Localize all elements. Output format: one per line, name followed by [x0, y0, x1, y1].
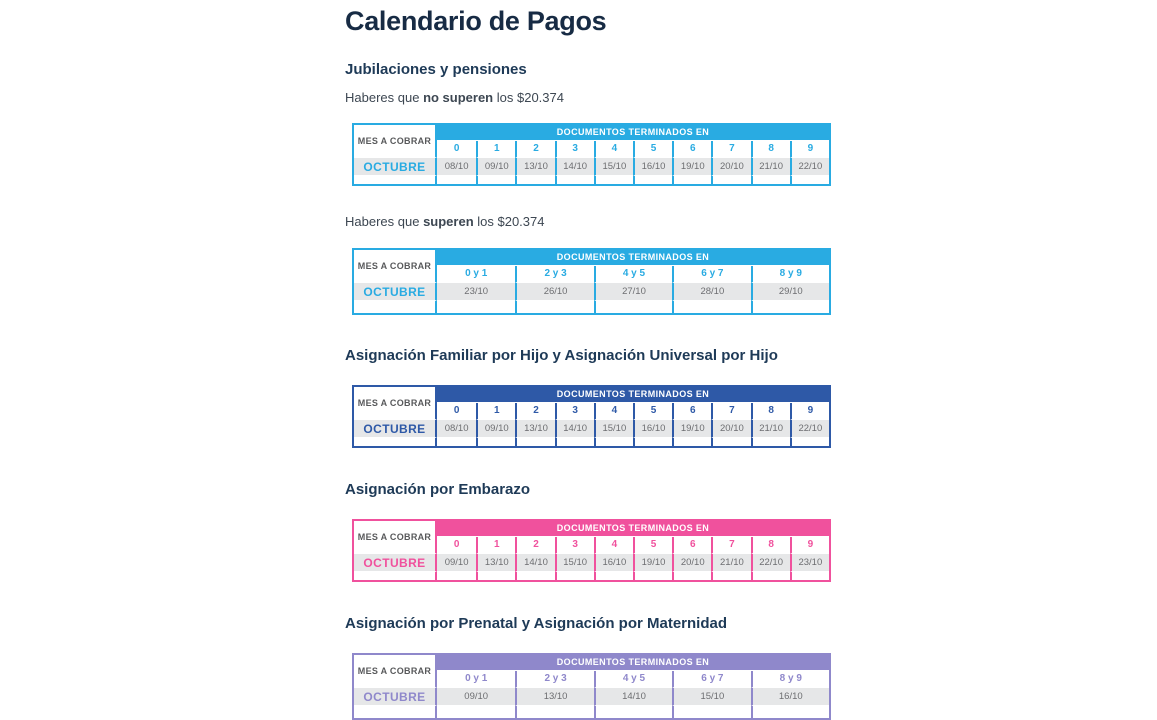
empty-cell [633, 176, 672, 184]
digit-header: 8 y 9 [751, 671, 829, 687]
date-cell: 23/10 [790, 553, 829, 572]
digit-header: 8 y 9 [751, 266, 829, 282]
empty-cell [751, 572, 790, 580]
digit-header: 6 y 7 [672, 671, 750, 687]
digit-header: 4 y 5 [594, 266, 672, 282]
date-cell: 29/10 [751, 282, 829, 301]
month-cell: OCTUBRE [354, 687, 437, 706]
date-cell: 16/10 [751, 687, 829, 706]
digit-header: 6 [672, 141, 711, 157]
date-cell: 13/10 [515, 157, 554, 176]
page-title: Calendario de Pagos [345, 6, 607, 36]
mes-a-cobrar-label: MES A COBRAR [354, 521, 437, 553]
empty-cell [633, 572, 672, 580]
heading-asignacion-embarazo: Asignación por Embarazo [345, 481, 531, 498]
empty-cell [515, 301, 593, 313]
date-cell: 20/10 [672, 553, 711, 572]
date-cell: 09/10 [476, 157, 515, 176]
date-cell: 27/10 [594, 282, 672, 301]
digit-header: 7 [711, 403, 750, 419]
digit-header: 0 y 1 [437, 671, 515, 687]
date-cell: 16/10 [633, 419, 672, 438]
empty-cell [672, 572, 711, 580]
empty-cell [633, 438, 672, 446]
digit-header: 6 [672, 537, 711, 553]
empty-cell [711, 176, 750, 184]
empty-cell [354, 706, 437, 718]
empty-cell [515, 438, 554, 446]
digit-header: 3 [555, 141, 594, 157]
digit-header: 5 [633, 403, 672, 419]
date-cell: 14/10 [555, 157, 594, 176]
digit-header: 0 y 1 [437, 266, 515, 282]
month-row [354, 157, 829, 176]
date-cell: 23/10 [437, 282, 515, 301]
empty-cell [555, 438, 594, 446]
table-header-row [354, 250, 829, 266]
sublabel-prefix: Haberes que [345, 214, 424, 229]
empty-cell [476, 176, 515, 184]
documentos-terminados-label: DOCUMENTOS TERMINADOS EN [437, 655, 829, 671]
date-cell: 22/10 [790, 157, 829, 176]
date-cell: 08/10 [437, 419, 476, 438]
date-cell: 09/10 [437, 687, 515, 706]
empty-cell [555, 572, 594, 580]
date-cell: 22/10 [790, 419, 829, 438]
date-cell: 20/10 [711, 419, 750, 438]
digit-header: 8 [751, 403, 790, 419]
empty-cell [751, 176, 790, 184]
table-header-row [354, 521, 829, 537]
empty-cell [790, 438, 829, 446]
empty-cell [790, 572, 829, 580]
sublabel-suffix: los $20.374 [493, 90, 564, 105]
date-cell: 21/10 [711, 553, 750, 572]
digit-header: 2 y 3 [515, 671, 593, 687]
date-cell: 13/10 [515, 419, 554, 438]
documentos-terminados-label: DOCUMENTOS TERMINADOS EN [437, 387, 829, 403]
empty-cell [594, 706, 672, 718]
empty-cell [672, 706, 750, 718]
empty-row [354, 176, 829, 184]
month-row [354, 553, 829, 572]
documentos-terminados-label: DOCUMENTOS TERMINADOS EN [437, 521, 829, 537]
table-asignacion-familiar [352, 385, 831, 448]
month-cell: OCTUBRE [354, 157, 437, 176]
empty-cell [437, 706, 515, 718]
empty-cell [354, 572, 437, 580]
digit-header: 6 [672, 403, 711, 419]
date-cell: 13/10 [476, 553, 515, 572]
empty-cell [672, 301, 750, 313]
empty-cell [437, 438, 476, 446]
empty-cell [354, 438, 437, 446]
table-asignacion-prenatal [352, 653, 831, 720]
empty-cell [437, 572, 476, 580]
date-cell: 09/10 [476, 419, 515, 438]
empty-cell [594, 572, 633, 580]
digit-header: 0 [437, 141, 476, 157]
empty-row [354, 301, 829, 313]
sublabel-bold: no superen [423, 90, 494, 105]
empty-row [354, 572, 829, 580]
month-cell: OCTUBRE [354, 553, 437, 572]
digit-header: 1 [476, 537, 515, 553]
digit-header: 6 y 7 [672, 266, 750, 282]
table-asignacion-embarazo [352, 519, 831, 582]
mes-a-cobrar-label: MES A COBRAR [354, 250, 437, 282]
date-cell: 09/10 [437, 553, 476, 572]
digit-header: 2 y 3 [515, 266, 593, 282]
empty-cell [594, 176, 633, 184]
month-row [354, 282, 829, 301]
sublabel-suffix: los $20.374 [473, 214, 545, 229]
empty-cell [594, 301, 672, 313]
date-cell: 16/10 [594, 553, 633, 572]
digit-header: 8 [751, 537, 790, 553]
empty-cell [437, 301, 515, 313]
date-cell: 21/10 [751, 157, 790, 176]
date-cell: 20/10 [711, 157, 750, 176]
empty-cell [354, 176, 437, 184]
digit-header: 9 [790, 537, 829, 553]
date-cell: 19/10 [672, 419, 711, 438]
sublabel-superen [345, 214, 845, 229]
empty-cell [672, 176, 711, 184]
date-cell: 15/10 [594, 157, 633, 176]
digit-header: 4 [594, 537, 633, 553]
digit-header: 3 [555, 403, 594, 419]
date-cell: 15/10 [672, 687, 750, 706]
digit-header: 2 [515, 403, 554, 419]
heading-jubilaciones: Jubilaciones y pensiones [345, 61, 527, 78]
table-header-row [354, 387, 829, 403]
month-row [354, 419, 829, 438]
empty-cell [594, 438, 633, 446]
digit-header: 0 [437, 403, 476, 419]
empty-cell [555, 176, 594, 184]
mes-a-cobrar-label: MES A COBRAR [354, 655, 437, 687]
digit-header: 5 [633, 141, 672, 157]
digit-header: 7 [711, 141, 750, 157]
digit-header: 4 [594, 403, 633, 419]
sublabel-no-superen [345, 90, 845, 105]
date-cell: 26/10 [515, 282, 593, 301]
date-cell: 19/10 [633, 553, 672, 572]
digit-header: 3 [555, 537, 594, 553]
table-jubilaciones-no-superen [352, 123, 831, 186]
empty-cell [751, 301, 829, 313]
digit-header: 1 [476, 403, 515, 419]
digit-header: 5 [633, 537, 672, 553]
date-cell: 15/10 [594, 419, 633, 438]
table-jubilaciones-superen [352, 248, 831, 315]
digit-header: 2 [515, 537, 554, 553]
digit-header: 2 [515, 141, 554, 157]
sublabel-bold: superen [423, 214, 474, 229]
documentos-terminados-label: DOCUMENTOS TERMINADOS EN [437, 250, 829, 266]
empty-cell [672, 438, 711, 446]
month-cell: OCTUBRE [354, 419, 437, 438]
empty-cell [711, 572, 750, 580]
date-cell: 08/10 [437, 157, 476, 176]
date-cell: 14/10 [594, 687, 672, 706]
empty-cell [476, 438, 515, 446]
content-column [345, 0, 845, 720]
empty-cell [751, 706, 829, 718]
empty-cell [515, 176, 554, 184]
digit-header: 7 [711, 537, 750, 553]
empty-cell [515, 706, 593, 718]
sublabel-prefix: Haberes que [345, 90, 424, 105]
empty-cell [476, 572, 515, 580]
date-cell: 28/10 [672, 282, 750, 301]
empty-row [354, 706, 829, 718]
mes-a-cobrar-label: MES A COBRAR [354, 125, 437, 157]
digit-header: 1 [476, 141, 515, 157]
empty-row [354, 438, 829, 446]
empty-cell [751, 438, 790, 446]
digit-header: 0 [437, 537, 476, 553]
empty-cell [515, 572, 554, 580]
table-header-row [354, 655, 829, 671]
mes-a-cobrar-label: MES A COBRAR [354, 387, 437, 419]
digit-header: 4 y 5 [594, 671, 672, 687]
date-cell: 15/10 [555, 553, 594, 572]
date-cell: 22/10 [751, 553, 790, 572]
empty-cell [790, 176, 829, 184]
digit-header: 4 [594, 141, 633, 157]
digit-header: 8 [751, 141, 790, 157]
digit-header: 9 [790, 141, 829, 157]
month-cell: OCTUBRE [354, 282, 437, 301]
empty-cell [354, 301, 437, 313]
date-cell: 16/10 [633, 157, 672, 176]
date-cell: 14/10 [515, 553, 554, 572]
table-header-row [354, 125, 829, 141]
date-cell: 21/10 [751, 419, 790, 438]
empty-cell [711, 438, 750, 446]
heading-asignacion-prenatal: Asignación por Prenatal y Asignación por Maternidad [345, 615, 728, 632]
empty-cell [437, 176, 476, 184]
date-cell: 14/10 [555, 419, 594, 438]
documentos-terminados-label: DOCUMENTOS TERMINADOS EN [437, 125, 829, 141]
date-cell: 13/10 [515, 687, 593, 706]
heading-asignacion-familiar: Asignación Familiar por Hijo y Asignación Universal por Hijo [345, 347, 778, 364]
month-row [354, 687, 829, 706]
digit-header: 9 [790, 403, 829, 419]
date-cell: 19/10 [672, 157, 711, 176]
